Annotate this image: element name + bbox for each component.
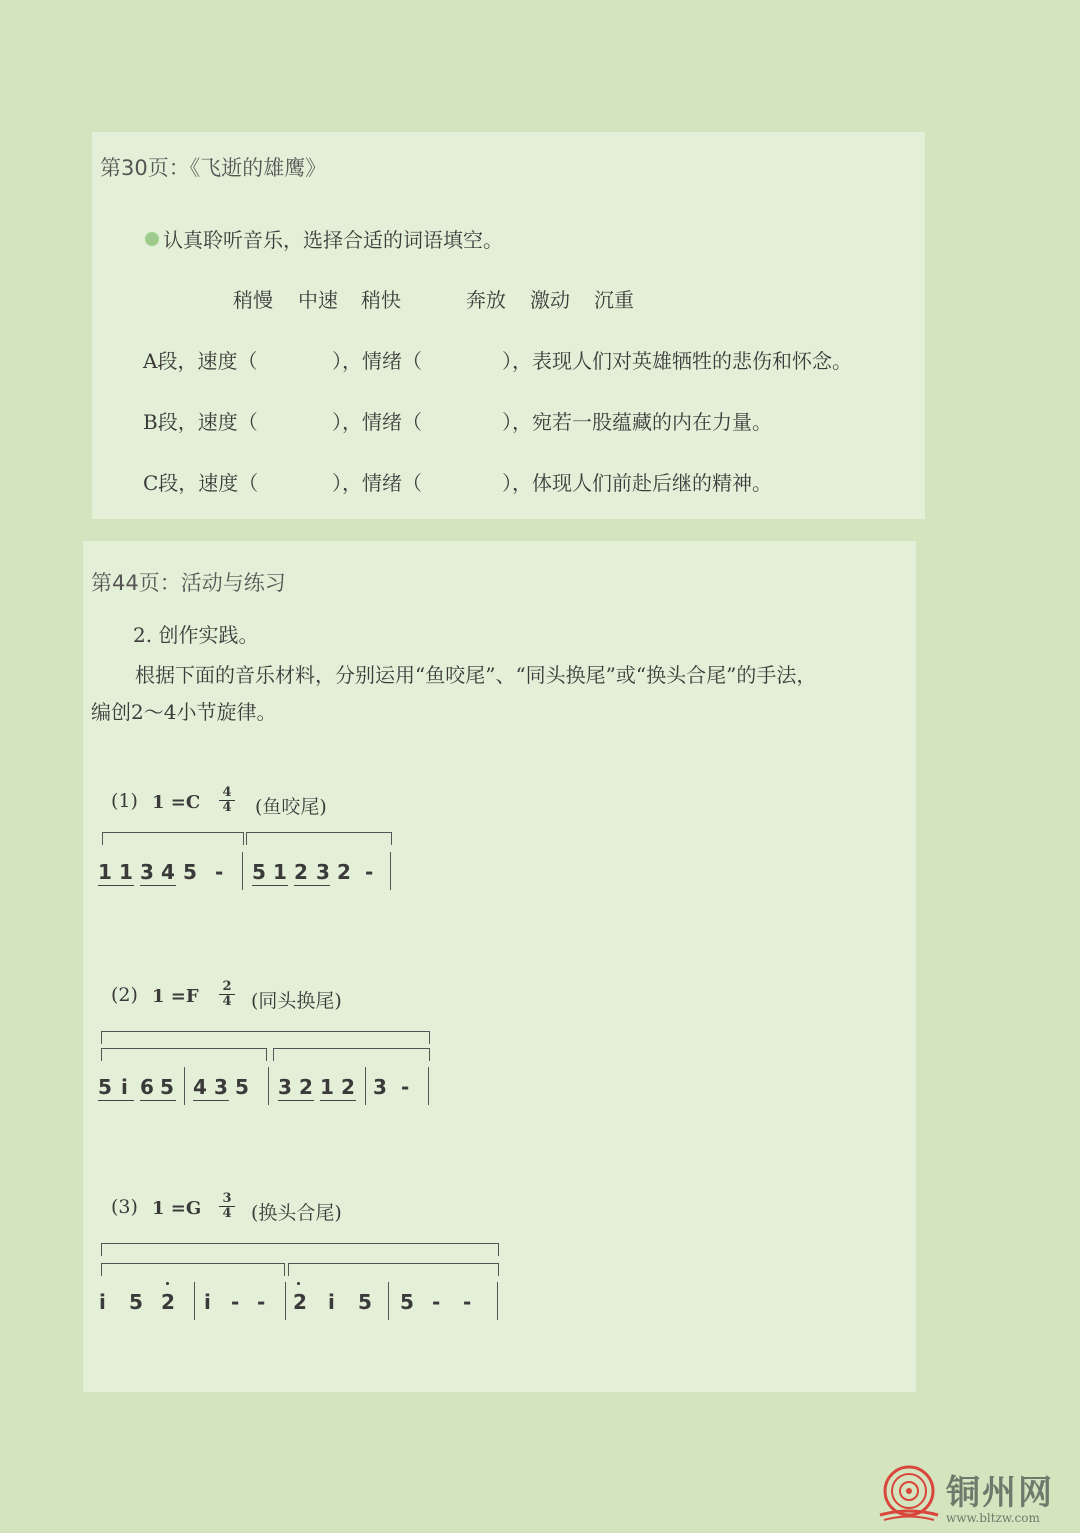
note: 5 — [400, 1290, 414, 1314]
barline — [390, 852, 391, 890]
beam-underline — [320, 1100, 356, 1101]
row-b-label: B段，速度（ — [143, 410, 258, 434]
exercise-2-number: (2) — [111, 984, 138, 1006]
phrase-bracket-outer — [101, 1243, 499, 1256]
section2-paragraph-line1: 根据下面的音乐材料，分别运用“鱼咬尾”、“同头换尾”或“换头合尾”的手法， — [135, 663, 817, 687]
beam-underline — [98, 885, 134, 886]
note: - — [463, 1290, 472, 1314]
note: 3 — [278, 1075, 292, 1099]
barline — [184, 1067, 185, 1105]
note: 5 — [129, 1290, 143, 1314]
bullet-dot-icon — [145, 232, 159, 246]
high-octave-dot — [297, 1282, 300, 1285]
phrase-bracket — [102, 832, 244, 845]
row-a-mid: ），情绪（ — [332, 349, 422, 373]
note: 2 — [293, 1290, 307, 1314]
note: - — [215, 860, 224, 884]
time-top: 3 — [222, 1191, 232, 1206]
note: - — [401, 1075, 410, 1099]
barline — [242, 852, 243, 890]
phrase-bracket — [273, 1048, 430, 1061]
barline — [194, 1282, 195, 1320]
row-c-tail: ），体现人们前赴后继的精神。 — [502, 471, 772, 495]
barline — [497, 1282, 498, 1320]
note: 2 — [161, 1290, 175, 1314]
exercise-3-key: 1 =G — [152, 1198, 202, 1219]
section2-subtitle: 2. 创作实践。 — [133, 623, 259, 647]
note: 1 — [98, 860, 112, 884]
note: 2 — [294, 860, 308, 884]
barline — [365, 1067, 366, 1105]
note: 3 — [214, 1075, 228, 1099]
note: 5 — [358, 1290, 372, 1314]
note: i — [328, 1290, 335, 1314]
note: - — [432, 1290, 441, 1314]
row-b-tail: ），宛若一股蕴藏的内在力量。 — [502, 410, 772, 434]
note: 6 — [140, 1075, 154, 1099]
beam-underline — [278, 1100, 314, 1101]
watermark-url: www.bltzw.com — [946, 1511, 1040, 1525]
barline — [428, 1067, 429, 1105]
note: 2 — [341, 1075, 355, 1099]
exercise-3-method: (换头合尾) — [251, 1202, 342, 1224]
note: 4 — [161, 860, 175, 884]
high-octave-dot — [166, 1282, 169, 1285]
note: 2 — [299, 1075, 313, 1099]
site-watermark — [876, 1463, 1054, 1527]
word-choice-mood-3: 沉重 — [594, 288, 634, 312]
beam-underline — [140, 885, 176, 886]
exercise-1-time-signature — [219, 787, 235, 814]
word-choice-mood-1: 奔放 — [466, 288, 506, 312]
note: 5 — [160, 1075, 174, 1099]
row-c-mid: ），情绪（ — [332, 471, 422, 495]
phrase-bracket — [101, 1048, 267, 1061]
note: 3 — [373, 1075, 387, 1099]
row-b-mid: ），情绪（ — [332, 410, 422, 434]
exercise-card-page30 — [92, 132, 925, 519]
exercise-card-page44 — [83, 541, 916, 1392]
phrase-bracket — [246, 832, 392, 845]
beam-underline — [98, 1100, 134, 1101]
note: 4 — [193, 1075, 207, 1099]
note: 5 — [252, 860, 266, 884]
time-bottom: 4 — [222, 994, 232, 1009]
beam-underline — [140, 1100, 176, 1101]
note: 1 — [320, 1075, 334, 1099]
note: 1 — [273, 860, 287, 884]
phrase-bracket — [288, 1263, 499, 1276]
beam-underline — [193, 1100, 229, 1101]
note: i — [204, 1290, 211, 1314]
time-top: 4 — [222, 785, 232, 800]
row-a-label: A段，速度（ — [143, 349, 258, 373]
word-choice-speed-2: 中速 — [298, 288, 338, 312]
barline — [268, 1067, 269, 1105]
exercise-3-time-signature — [219, 1193, 235, 1220]
instruction-text: 认真聆听音乐，选择合适的词语填空。 — [163, 228, 503, 252]
note: i — [99, 1290, 106, 1314]
note: - — [365, 860, 374, 884]
section1-instruction — [145, 224, 503, 253]
time-top: 2 — [222, 979, 232, 994]
note: 5 — [235, 1075, 249, 1099]
phrase-bracket-outer — [101, 1031, 430, 1044]
row-c-label: C段，速度（ — [143, 471, 259, 495]
exercise-1-key: 1 =C — [152, 792, 201, 813]
note: 3 — [140, 860, 154, 884]
phrase-bracket — [101, 1263, 285, 1276]
word-choice-speed-3: 稍快 — [361, 288, 401, 312]
exercise-1-number: (1) — [111, 790, 138, 812]
note: 1 — [119, 860, 133, 884]
section2-paragraph-line2: 编创2～4小节旋律。 — [91, 700, 277, 724]
row-a-tail: ），表现人们对英雄牺牲的悲伤和怀念。 — [502, 349, 852, 373]
exercise-2-time-signature — [219, 981, 235, 1008]
time-bottom: 4 — [222, 1206, 232, 1221]
note: 3 — [316, 860, 330, 884]
word-choice-speed-1: 稍慢 — [233, 288, 273, 312]
note: - — [257, 1290, 266, 1314]
seal-icon — [876, 1463, 942, 1523]
note: i — [121, 1075, 128, 1099]
exercise-2-method: (同头换尾) — [251, 990, 342, 1012]
word-choice-mood-2: 激动 — [530, 288, 570, 312]
note: 5 — [183, 860, 197, 884]
barline — [285, 1282, 286, 1320]
note: 5 — [98, 1075, 112, 1099]
section1-title: 第30页：《飞逝的雄鹰》 — [100, 156, 327, 180]
note: - — [231, 1290, 240, 1314]
exercise-1-method: (鱼咬尾) — [255, 796, 327, 818]
exercise-3-number: (3) — [111, 1196, 138, 1218]
time-bottom: 4 — [222, 800, 232, 815]
section2-title: 第44页：活动与练习 — [91, 571, 286, 595]
beam-underline — [294, 885, 330, 886]
note: 2 — [337, 860, 351, 884]
exercise-2-key: 1 =F — [152, 986, 199, 1007]
watermark-name: 铜州网 — [946, 1473, 1054, 1513]
beam-underline — [252, 885, 288, 886]
barline — [388, 1282, 389, 1320]
